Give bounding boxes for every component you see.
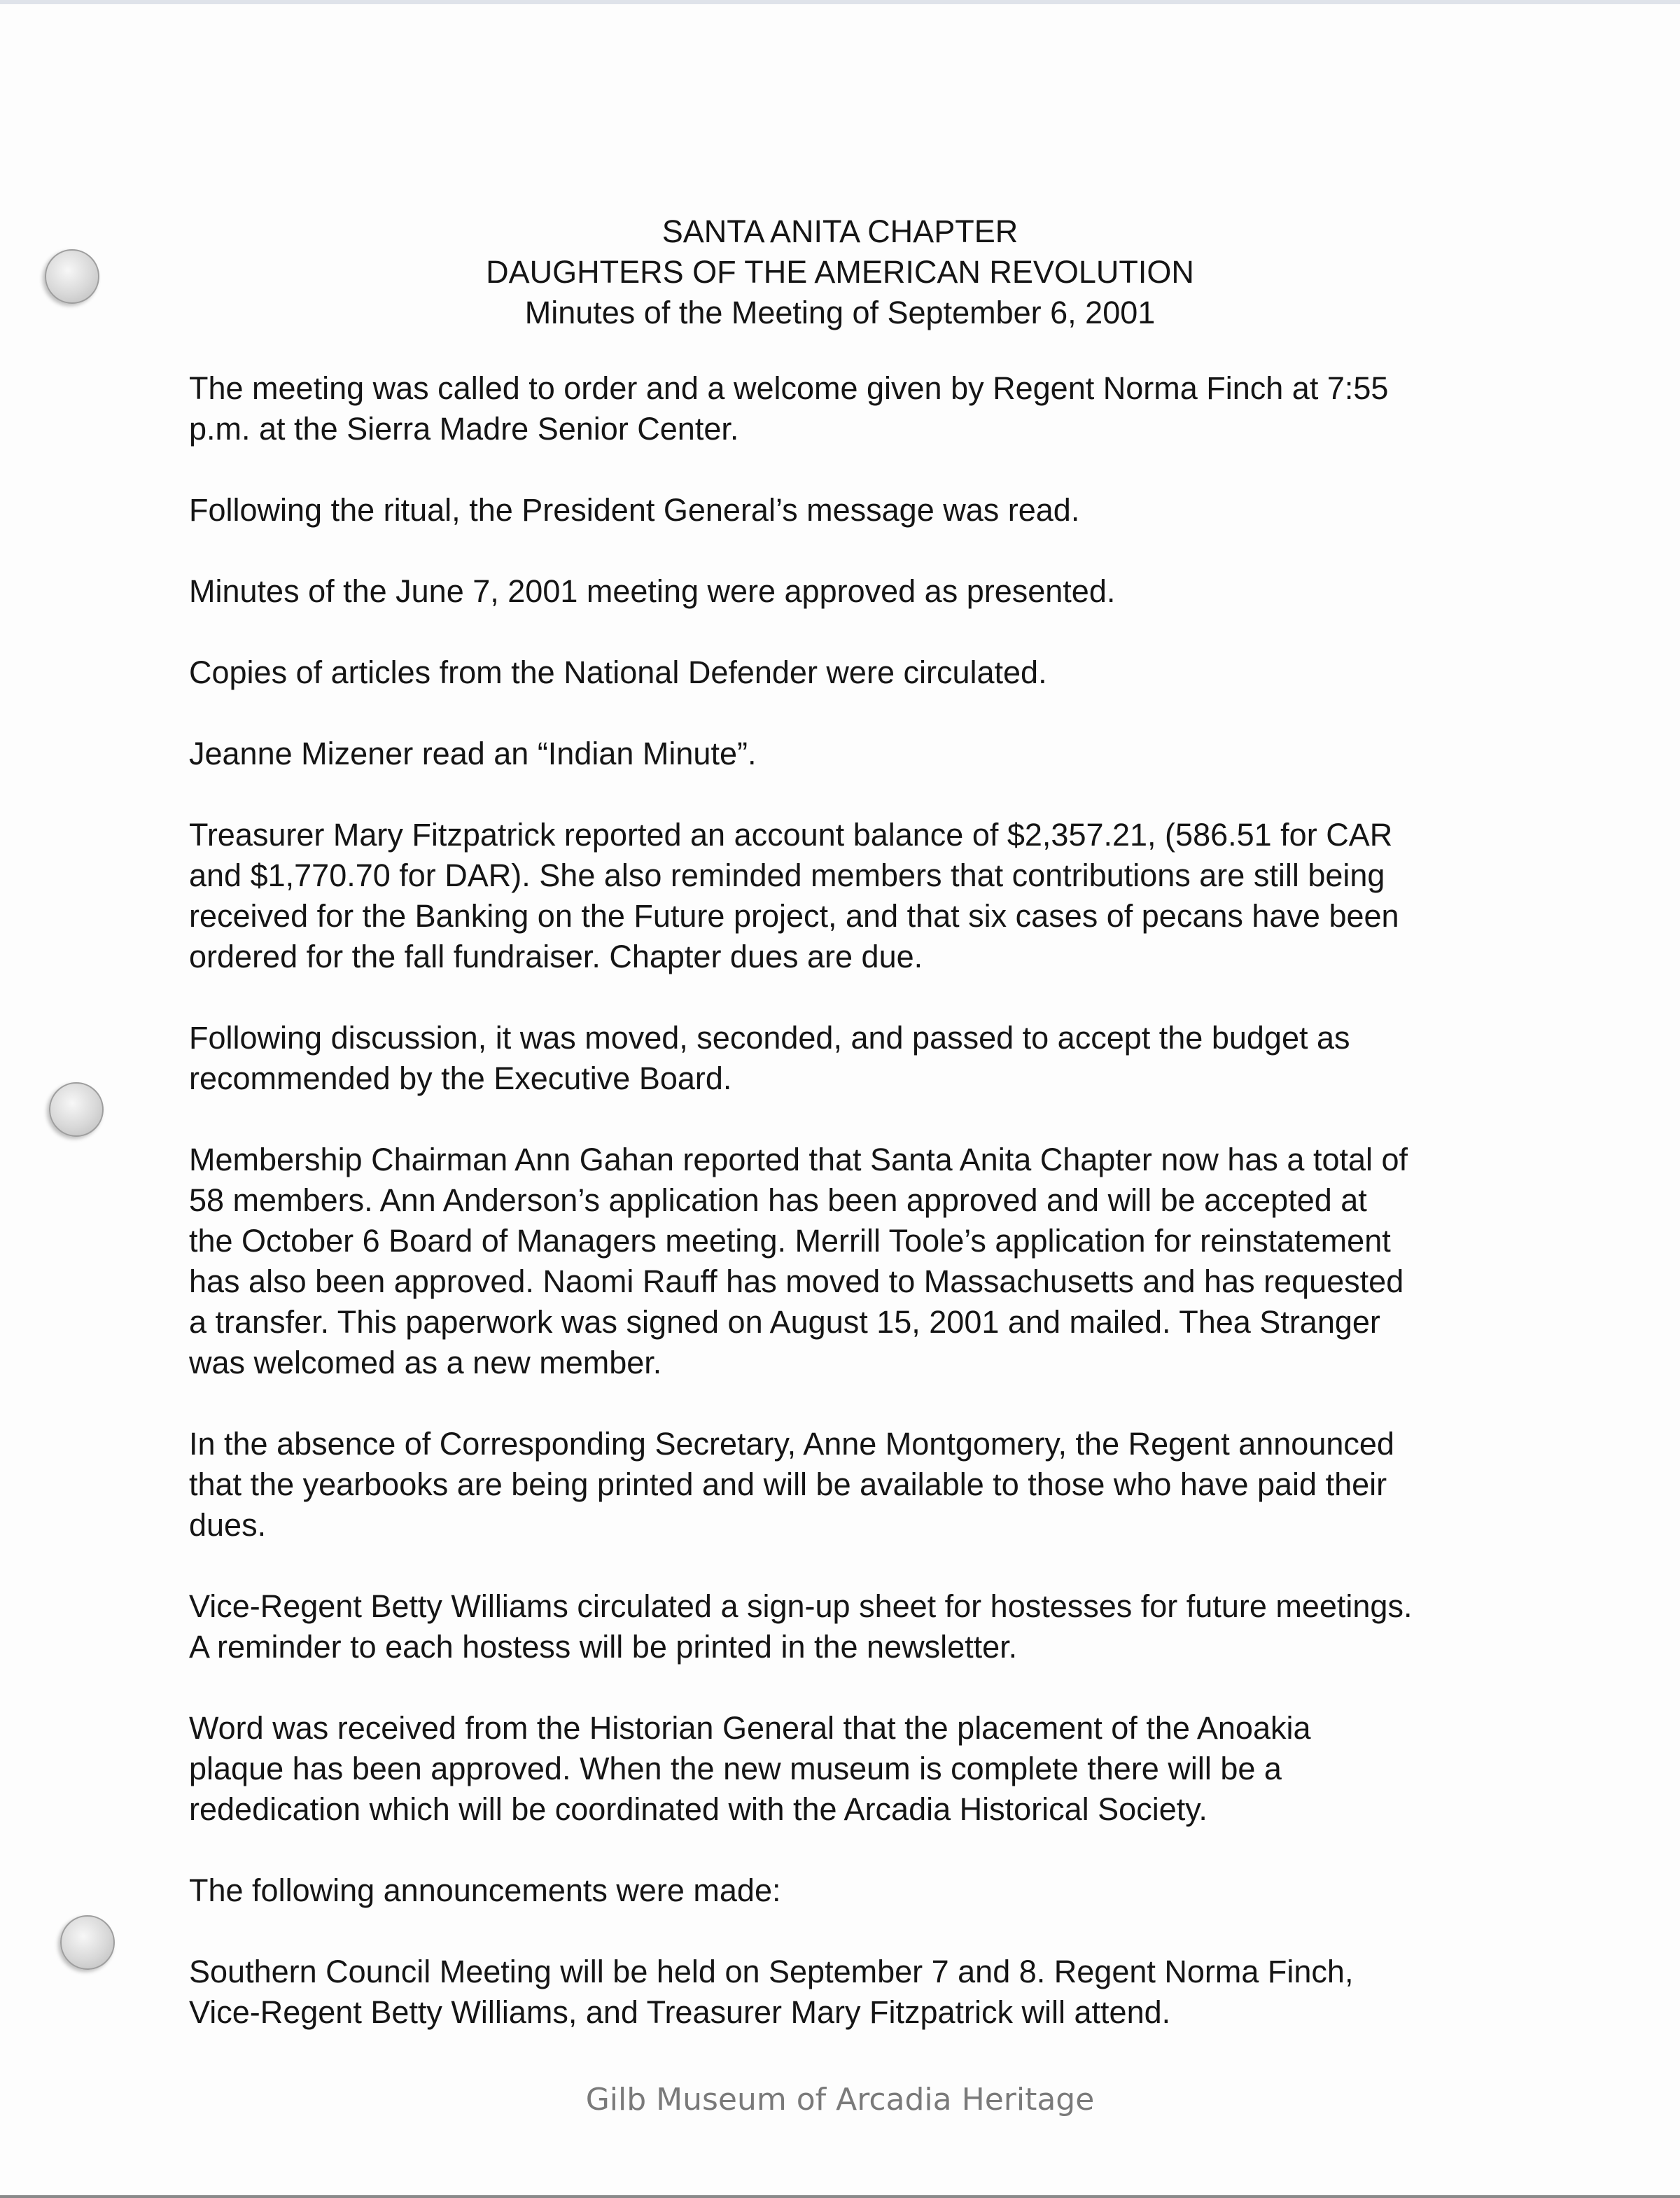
paragraph-southern-council: Southern Council Meeting will be held on September 7 and 8. Regent Norma Finch, Vice-Regent Betty Williams, and Treasurer Mary Fitzpatrick will attend. [189, 1954, 1354, 2030]
paragraph-yearbooks: In the absence of Corresponding Secretary, Anne Montgomery, the Regent announced that the yearbooks are being printed and will be available to those who have paid their dues. [189, 1426, 1394, 1543]
minutes-body [189, 368, 1491, 2073]
paragraph-national-defender: Copies of articles from the National Defender were circulated. [189, 654, 1047, 690]
minutes-title: Minutes of the Meeting of September 6, 2001 [524, 295, 1156, 330]
paragraph-indian-minute: Jeanne Mizener read an “Indian Minute”. [189, 736, 757, 771]
paragraph-announcements-intro: The following announcements were made: [189, 1872, 781, 1908]
paragraph-ritual: Following the ritual, the President General’s message was read. [189, 492, 1080, 528]
paragraph-prior-minutes: Minutes of the June 7, 2001 meeting were approved as presented. [189, 573, 1116, 609]
paragraph-membership: Membership Chairman Ann Gahan reported that Santa Anita Chapter now has a total of 58 members. Ann Anderson’s application has been approved and will be accepted at the October 6 Board of Managers meeting. Merrill Toole’s application for reinstatement has also been approved. Naomi Rauff has moved to Massachusetts and has requested a transfer. This paperwork was signed on August 15, 2001 and mailed. Thea Stranger was welcomed as a new member. [189, 1142, 1408, 1380]
museum-watermark: Gilb Museum of Arcadia Heritage [585, 2082, 1095, 2118]
paragraph-hostesses: Vice-Regent Betty Williams circulated a sign-up sheet for hostesses for future meetings. A reminder to each hostess will be printed in the newsletter. [189, 1588, 1413, 1665]
document-header [0, 211, 1680, 333]
paragraph-call-to-order: The meeting was called to order and a welcome given by Regent Norma Finch at 7:55 p.m. at the Sierra Madre Senior Center. [189, 370, 1389, 447]
binder-hole-middle [49, 1082, 104, 1137]
chapter-name: SANTA ANITA CHAPTER [662, 214, 1018, 249]
organization-name: DAUGHTERS OF THE AMERICAN REVOLUTION [486, 254, 1194, 290]
paragraph-budget: Following discussion, it was moved, seconded, and passed to accept the budget as recommended by the Executive Board. [189, 1020, 1350, 1096]
binder-hole-bottom [60, 1915, 115, 1970]
paragraph-anoakia-plaque: Word was received from the Historian General that the placement of the Anoakia plaque has been approved. When the new museum is complete there will be a rededication which will be coordinated with the Arcadia Historical Society. [189, 1710, 1311, 1827]
paragraph-treasurer-report: Treasurer Mary Fitzpatrick reported an account balance of $2,357.21, (586.51 for CAR and $1,770.70 for DAR). She also reminded members that contributions are still being received for the Banking on the Future project, and that six cases of pecans have been ordered for the fall fundraiser. Chapter dues are due. [189, 817, 1399, 974]
